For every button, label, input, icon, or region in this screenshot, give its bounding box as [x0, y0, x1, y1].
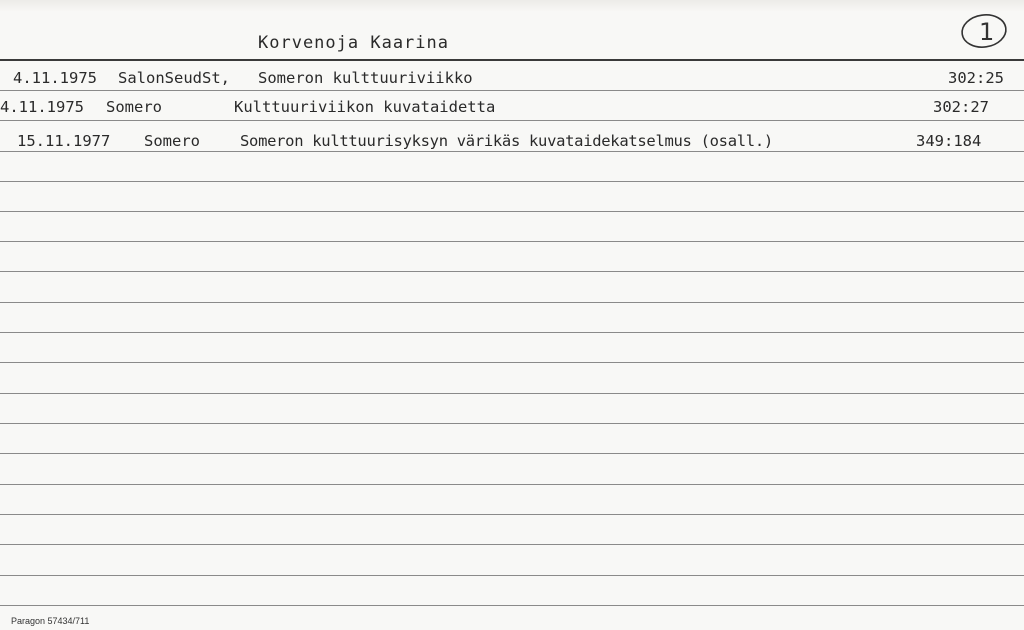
card-top-edge — [0, 0, 1024, 12]
ruled-line — [0, 544, 1024, 545]
ruled-line — [0, 393, 1024, 394]
ruled-line — [0, 514, 1024, 515]
entry-title: Someron kulttuuriviikko — [258, 69, 473, 87]
ruled-line — [0, 575, 1024, 576]
entry-source: Somero — [144, 132, 200, 150]
ruled-line — [0, 181, 1024, 182]
entry-date: 4.11.1975 — [0, 98, 84, 116]
ruled-line — [0, 453, 1024, 454]
entry-source: SalonSeudSt, — [118, 69, 230, 87]
ruled-line — [0, 302, 1024, 303]
ruled-line — [0, 211, 1024, 212]
header-rule — [0, 59, 1024, 61]
ruled-line — [0, 241, 1024, 242]
ruled-line — [0, 120, 1024, 121]
ruled-line — [0, 484, 1024, 485]
ruled-line — [0, 423, 1024, 424]
entry-date: 4.11.1975 — [13, 69, 97, 87]
ruled-line — [0, 605, 1024, 606]
entry-source: Somero — [106, 98, 162, 116]
card-number: 1 — [979, 18, 995, 46]
entry-reference: 302:27 — [933, 98, 989, 116]
ruled-line — [0, 271, 1024, 272]
entry-reference: 349:184 — [916, 132, 982, 150]
entry-title: Someron kulttuurisyksyn värikäs kuvataidekatselmus (osall.) — [240, 132, 773, 150]
entry-reference: 302:25 — [948, 69, 1004, 87]
ruled-line — [0, 151, 1024, 152]
ruled-line — [0, 332, 1024, 333]
card-number-mark — [958, 10, 1008, 50]
ruled-line — [0, 362, 1024, 363]
entry-date: 15.11.1977 — [17, 132, 111, 150]
entry-title: Kulttuuriviikon kuvataidetta — [234, 98, 496, 116]
ruled-line — [0, 90, 1024, 91]
card-heading: Korvenoja Kaarina — [258, 33, 449, 53]
print-mark: Paragon 57434/711 — [11, 616, 90, 626]
